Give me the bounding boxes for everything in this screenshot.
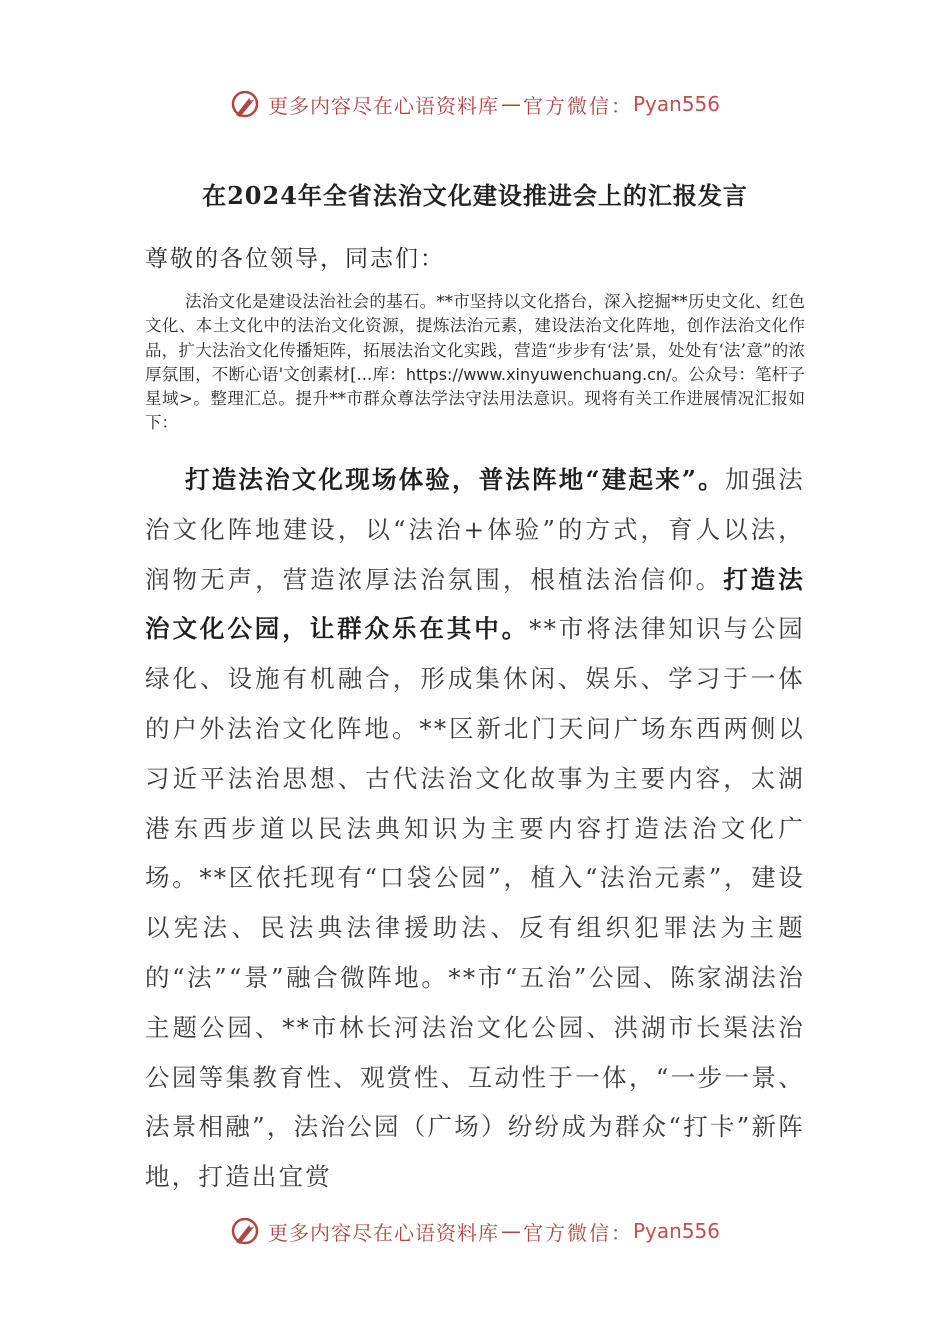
watermark-suffix: 官方微信： — [522, 93, 633, 118]
salutation: 尊敬的各位领导，同志们： — [145, 246, 445, 272]
section-text-a: 加强法治文化阵地建设，以“法治+体验”的方式，育人以法，润物无声，营造浓厚法治氛围，根植法治信仰。 — [145, 465, 805, 594]
watermark-id: Pyan556 — [632, 1219, 720, 1243]
section-text-b: **市将法律知识与公园绿化、设施有机融合，形成集休闲、娱乐、学习于一体的户外法治文化阵地。**区新北门天问广场东西两侧以习近平法治思想、古代法治文化故事为主要内容，太湖港东西步道以民法典知识为主要内容打造法治文化广场。**区依托现有“口袋公园”，植入“法治元素”，建设以宪法、民法典法律援助法、反有组织犯罪法为主题的“法”“景”融合微阵地。**市“五治”公园、陈家湖法治主题公园、**市林长河法治文化公园、洪湖市长渠法治公园等集教育性、观赏性、互动性于一体，“一步一景、法景相融”，法治公园（广场）纷纷成为群众“打卡”新阵地，打造出宜赏 — [145, 614, 805, 1192]
watermark-dash: — — [500, 1219, 521, 1243]
watermark-prefix: 更多内容尽在心语资料库 — [267, 93, 499, 118]
section-heading: 打造法治文化现场体验，普法阵地“建起来”。 — [185, 465, 725, 494]
watermark-footer — [0, 1211, 950, 1251]
intro-text-b: 。公众号：笔杆子星域>。整理汇总。提升**市群众尊法学法守法用法意识。现将有关工作进展情况汇报如下： — [145, 364, 805, 433]
watermark-suffix: 官方微信： — [522, 1220, 633, 1245]
intro-text-a: 法治文化是建设法治社会的基石。**市坚持以文化搭台，深入挖掘**历史文化、红色文化、本土文化中的法治文化资源，提炼法治元素，建设法治文化阵地，创作法治文化作品，扩大法治文化传播矩阵，拓展法治文化实践，营造“步步有‘法’景，处处有‘法’意”的浓厚氛围，不断心语'文创素材[...库： — [145, 292, 805, 384]
watermark-header — [0, 84, 950, 124]
watermark-id: Pyan556 — [632, 92, 720, 116]
section-paragraph — [145, 455, 805, 1202]
watermark-dash: — — [500, 92, 521, 116]
intro-paragraph — [145, 290, 805, 436]
intro-url: https://www.xinyuwenchuang.cn/ — [405, 364, 672, 384]
pen-nib-circle-icon — [230, 89, 260, 119]
pen-nib-circle-icon — [230, 1216, 260, 1246]
document-title: 在2024年全省法治文化建设推进会上的汇报发言 — [202, 181, 748, 210]
watermark-prefix: 更多内容尽在心语资料库 — [267, 1220, 499, 1245]
section-subheading: 打造法治文化公园，让群众乐在其中。 — [145, 564, 805, 644]
